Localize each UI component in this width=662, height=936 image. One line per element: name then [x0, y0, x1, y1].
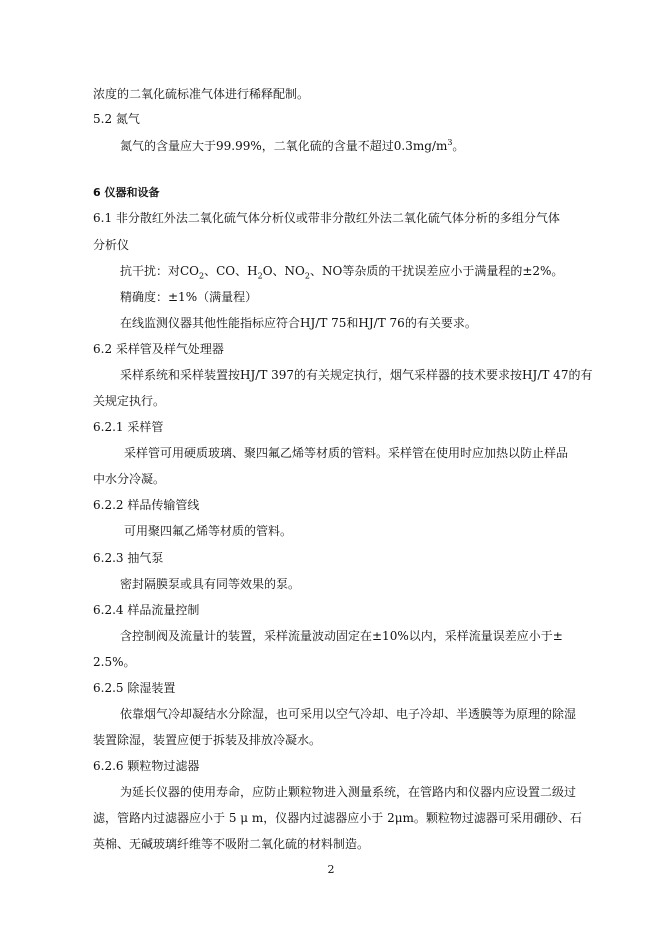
- section-6-1-heading-line2: 分析仪: [93, 238, 130, 252]
- section-6-2-3-heading: 6.2.3 抽气泵: [93, 551, 164, 565]
- section-6-2-6-body-line1: 为延长仪器的使用寿命，应防止颗粒物进入测量系统，在管路内和仪器内应设置二级过: [120, 785, 577, 799]
- section-6-2-5-body-line1: 依靠烟气冷却凝结水分除湿，也可采用以空气冷却、电子冷却、半透膜等为原理的除湿: [120, 707, 577, 721]
- section-6-2-4-body-line1: 含控制阀及流量计的装置，采样流量波动固定在±10%以内，采样流量误差应小于±: [120, 629, 563, 643]
- section-6-2-3-body: 密封隔膜泵或具有同等效果的泵。: [120, 577, 301, 591]
- section-6-2-5-heading: 6.2.5 除湿装置: [93, 681, 176, 695]
- performance-text: 在线监测仪器其他性能指标应符合HJ/T 75和HJ/T 76的有关要求。: [120, 316, 477, 330]
- section-6-2-1-heading: 6.2.1 采样管: [93, 420, 164, 434]
- section-6-2-2-heading: 6.2.2 样品传输管线: [93, 498, 200, 512]
- section-6-2-6-heading: 6.2.6 颗粒物过滤器: [93, 759, 200, 773]
- section-6-2-1-body-line1: 采样管可用硬质玻璃、聚四氟乙烯等材质的管料。采样管在使用时应加热以防止样品: [124, 446, 569, 460]
- section-6-2-6-body-line2: 滤，管路内过滤器应小于 5 μ m，仪器内过滤器应小于 2μm。颗粒物过滤器可采用硼砂、石: [93, 811, 582, 825]
- section-6-2-body-line2: 关规定执行。: [93, 394, 166, 408]
- section-5-2-body: 氮气的含量应大于99.99%，二氧化硫的含量不超过$0.3mg/m^3$。: [120, 138, 465, 153]
- section-6-2-4-heading: 6.2.4 样品流量控制: [93, 603, 200, 617]
- intro-tail-text: 浓度的二氧化硫标准气体进行稀释配制。: [93, 87, 310, 101]
- section-6-2-body-line1: 采样系统和采样装置按HJ/T 397的有关规定执行，烟气采样器的技术要求按HJ/T 47的有: [120, 368, 593, 382]
- page-number: 2: [327, 863, 335, 876]
- section-6-heading: 6 仪器和设备: [93, 186, 160, 199]
- interference-text: 抗干扰：对$CO_2$、CO、$H_2O$、$NO_2$、NO等杂质的干扰误差应小于满量程的±2%。: [120, 264, 564, 281]
- section-6-2-1-body-line2: 中水分冷凝。: [93, 472, 166, 486]
- section-5-2-heading: 5.2 氮气: [93, 112, 140, 126]
- accuracy-text: 精确度：±1%（满量程）: [120, 290, 258, 304]
- section-6-2-6-body-line3: 英棉、无碱玻璃纤维等不吸附二氧化硫的材料制造。: [93, 837, 370, 851]
- section-6-1-heading-line1: 6.1 非分散红外法二氧化硫气体分析仪或带非分散红外法二氧化硫气体分析的多组分气体: [93, 211, 560, 225]
- section-6-2-2-body: 可用聚四氟乙烯等材质的管料。: [124, 524, 293, 538]
- section-6-2-5-body-line2: 装置除湿，装置应便于拆装及排放冷凝水。: [93, 733, 322, 747]
- section-6-2-4-body-line2: 2.5%。: [93, 655, 136, 669]
- section-6-2-heading: 6.2 采样管及样气处理器: [93, 342, 224, 356]
